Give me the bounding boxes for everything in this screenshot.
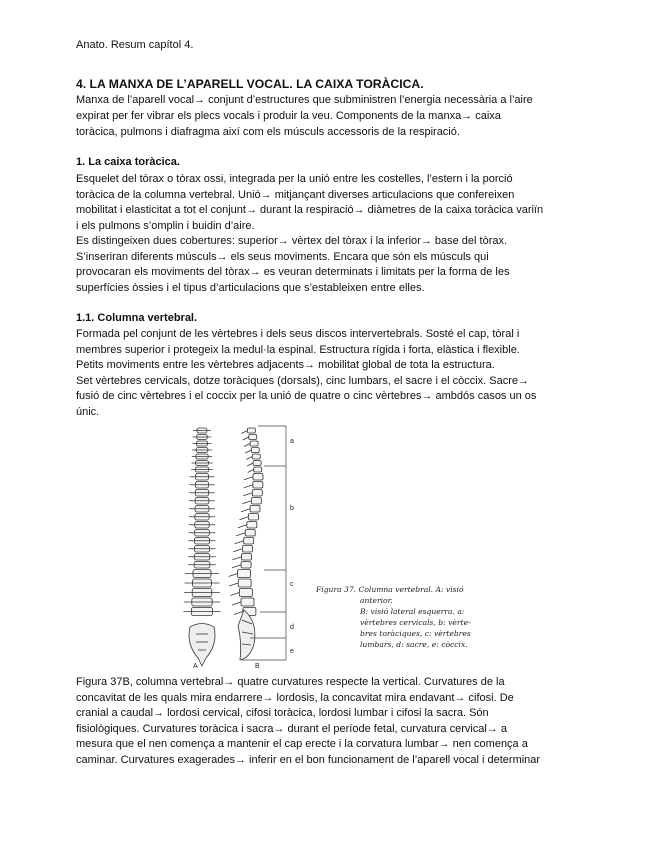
section-1-1-line: únic.	[76, 406, 100, 418]
spinous-process	[232, 565, 241, 568]
spine-lateral-view	[229, 428, 263, 660]
section-1-line: S’inseriran diferents músculs→ els seus moviments. Encara que són els músculs qui	[76, 251, 489, 263]
spinous-process	[233, 557, 242, 560]
section-1-1-line: Formada pel conjunt de les vèrtebres i dels seus discos intervertebrals. Sosté el cap, tòral i	[76, 328, 520, 340]
section-1-1-line: Set vèrtebres cervicals, dotze toràciques (dorsals), cinc lumbars, el sacre i el còccix. Sacre→	[76, 375, 529, 387]
vertebra-lateral	[251, 498, 261, 505]
section-1-line: mobilitat i elasticitat a tot el conjunt→ durant la respiració→ diàmetres de la caixa toràcica variïn	[76, 204, 544, 216]
spinous-process	[236, 533, 245, 536]
spinous-process	[244, 477, 253, 480]
vertebra-lateral	[254, 467, 262, 472]
spinous-process	[235, 541, 244, 544]
vertebra-lateral	[252, 490, 262, 497]
spinous-process	[247, 463, 253, 466]
view-label-a: A	[193, 663, 198, 670]
vertebra-lateral	[253, 461, 261, 466]
spinous-process	[241, 431, 247, 434]
spinous-process	[246, 457, 252, 460]
spinous-process	[245, 450, 251, 453]
body-line: fisiològiques. Curvatures toràcica i sacra→ durant el període fetal, curvatura cervical→ a	[76, 723, 508, 735]
figure-caption-line: Figura 37. Columna vertebral. A: visió	[316, 585, 464, 594]
spinous-process	[233, 549, 242, 552]
section-1-line: i els pulmons s’omplin i buidin d’aire.	[76, 220, 255, 232]
section-1-line: superfícies òssies i el tipus d’articulacions que s’estableixen entre elles.	[76, 282, 425, 294]
vertebra-lateral	[253, 474, 263, 481]
spinous-process	[242, 501, 251, 504]
vertebra-lateral	[250, 441, 258, 446]
vertebra-lateral	[251, 448, 259, 453]
vertebra-lateral	[238, 579, 251, 587]
section-1-line: provocaran els moviments del tòrax→ es veuran determinats i limitats per la forma de les	[76, 266, 510, 278]
spinous-process	[232, 602, 241, 605]
body-line: caminar. Curvatures exagerades→ inferir en el bon funcionament de l’aparell vocal i determinar	[76, 754, 541, 766]
section-4-line: expirat per fer vibrar els plecs vocals i produir la veu. Components de la manxa→ caixa	[76, 110, 501, 122]
spinous-process	[241, 509, 250, 512]
section-1-1-line: fusió de cinc vèrtebres i el coccix per la unió de quatre o cinc vèrtebres→ ambdós casos un os	[76, 390, 537, 402]
vertebra-lateral	[247, 522, 257, 529]
spinous-process	[243, 493, 252, 496]
vertebra-lateral	[244, 538, 254, 545]
spinous-process	[248, 470, 254, 473]
section-1-1-title: 1.1. Columna vertebral.	[76, 312, 198, 324]
spinous-process	[239, 517, 248, 520]
section-4-line: Manxa de l’aparell vocal→ conjunt d’estructures que subministren l’energia necessària a l’aire	[76, 94, 533, 106]
spinous-process	[229, 583, 238, 586]
body-line: concavitat de les quals mira endarrere→ lordosis, la concavitat mira endavant→ cifosi. De	[76, 692, 514, 704]
spinous-process	[229, 574, 238, 577]
region-label-c: c	[290, 581, 294, 588]
vertebra-lateral	[247, 428, 255, 433]
region-label-a: a	[290, 438, 294, 445]
figure-caption-line: B: visió lateral esquerra. a:	[360, 607, 465, 616]
vertebra-lateral	[250, 506, 260, 513]
spinous-process	[238, 525, 247, 528]
spinous-process	[243, 437, 249, 440]
spinous-process	[244, 485, 253, 488]
section-4-title: 4. LA MANXA DE L’APARELL VOCAL. LA CAIXA TORÀCICA.	[76, 77, 424, 91]
region-label-b: b	[290, 505, 294, 512]
section-1-line: toràcica de la columna vertebral. Unió→ mitjançant diverses articulacions que confereixen	[76, 189, 515, 201]
vertebra-lateral	[253, 482, 263, 489]
vertebra-lateral	[241, 562, 251, 569]
vertebra-lateral	[249, 435, 257, 440]
vertebra-lateral	[252, 454, 260, 459]
spinous-process	[230, 593, 239, 596]
section-1-1-line: membres superior i protegeix la medul·la espinal. Estructura rígida i forta, elàstica i flexible.	[76, 344, 520, 356]
view-label-b: B	[255, 663, 260, 670]
vertebra-lateral	[242, 554, 252, 561]
vertebra-lateral	[238, 570, 251, 578]
region-label-d: d	[290, 624, 294, 631]
vertebra-lateral	[241, 598, 254, 606]
section-1-line: Esquelet del tòrax o tòrax ossi, integrada per la unió entre les costelles, l’estern i la porció	[76, 173, 513, 185]
spinous-process	[244, 444, 250, 447]
vertebra-lateral	[248, 514, 258, 521]
vertebra-lateral	[245, 530, 255, 537]
document-header: Anato. Resum capítol 4.	[76, 39, 194, 51]
vertebra-lateral	[239, 589, 252, 597]
section-4-line: toràcica, pulmons i diafragma així com els músculs accessoris de la respiració.	[76, 126, 460, 138]
section-1-line: Es distingeixen dues cobertures: superior→ vèrtex del tòrax i la inferior→ base del tòrax.	[76, 235, 508, 247]
body-line: mesura que el nen comença a mantenir el cap erecte i la corvatura lumbar→ nen comença a	[76, 738, 528, 750]
vertebra-lateral	[242, 546, 252, 553]
region-label-e: e	[290, 648, 294, 655]
figure-caption-line: anterior.	[360, 596, 393, 605]
figure-caption-line: vèrtebres cervicals, b: vèrte-	[360, 618, 471, 627]
body-line: cranial a caudal→ lordosi cervical, cifosi toràcica, lordosi lumbar i cifosi la sacra. Són	[76, 707, 489, 719]
spine-anterior-view	[183, 428, 220, 666]
body-line: Figura 37B, columna vertebral→ quatre curvatures respecte la vertical. Curvatures de la	[76, 676, 505, 688]
figure-caption-line: lumbars, d: sacre, e: còccix.	[360, 640, 468, 649]
spinous-process	[234, 612, 243, 615]
section-1-title: 1. La caixa toràcica.	[76, 156, 180, 168]
figure-caption-line: bres toràciques, c: vèrtebres	[360, 629, 471, 638]
section-1-1-line: Petits moviments entre les vèrtebres adjacents→ mobilitat global de tota la estructura.	[76, 359, 495, 371]
